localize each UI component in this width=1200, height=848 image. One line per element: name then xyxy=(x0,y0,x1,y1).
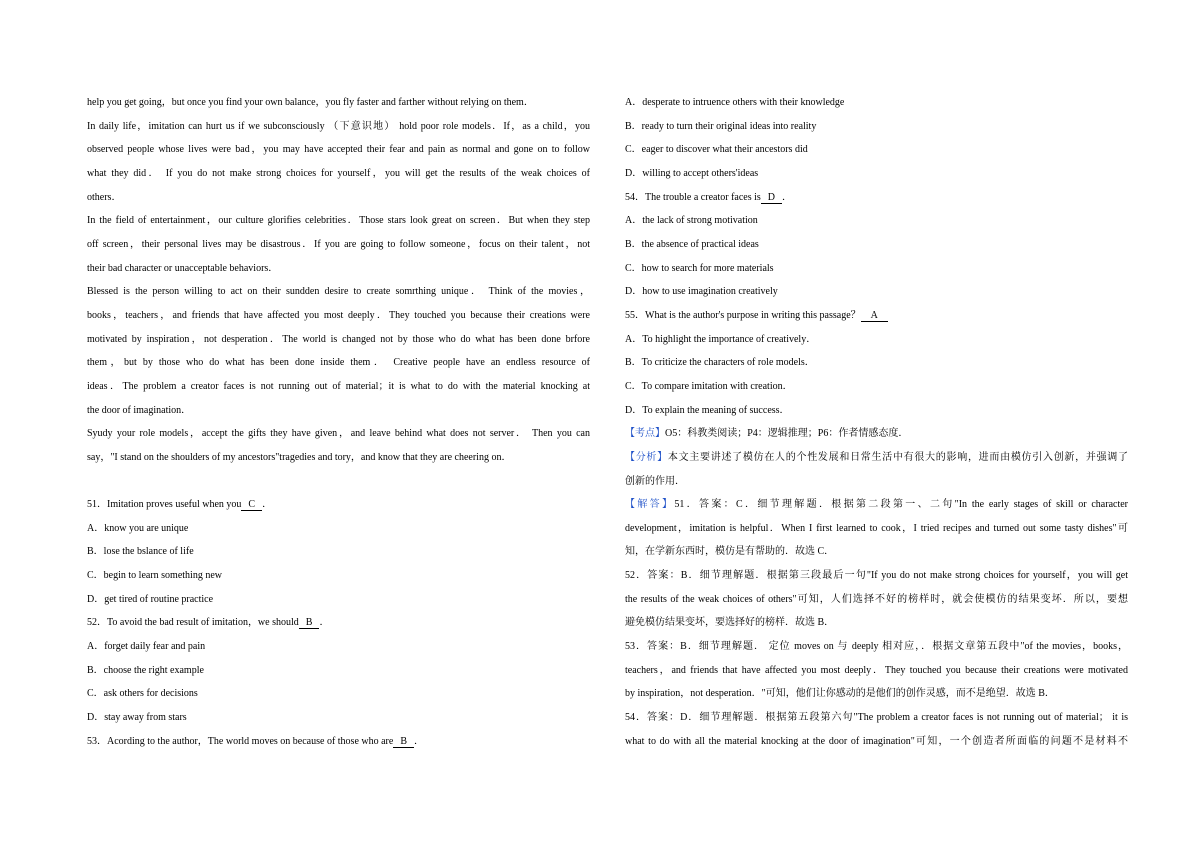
option: C．begin to learn something new xyxy=(87,570,222,582)
fenxi-line: 创新的作用． xyxy=(625,475,685,487)
passage-line: say，"I stand on the shoulders of my ancestors"tragedies and tory，and know that they are cheering on． xyxy=(87,451,512,463)
passage-line: motivated by inspiration，not desperation．The world is changed not by those who do what has been done brfore xyxy=(87,333,590,345)
question-tail: ． xyxy=(262,499,273,511)
fenxi-label: 【分析】 xyxy=(625,451,668,463)
kaodian-text: O5：科教类阅读；P4：逻辑推理；P6：作者情感态度． xyxy=(665,428,909,440)
question-number: 53． xyxy=(87,735,107,747)
question-text: Imitation proves useful when you xyxy=(107,499,242,511)
option: D．stay away from stars xyxy=(87,712,187,724)
left-column xyxy=(87,91,590,753)
question-text: What is the author's purpose in writing this passage？ xyxy=(645,309,861,321)
passage-line: off screen，their personal lives may be disastrous．If you are going to follow someone，focus on their talent，not xyxy=(87,238,590,250)
option: B．To criticize the characters of role models． xyxy=(625,357,815,369)
passage-line: ideas．The problem a creator faces is not running out of material；it is what to do with the material knocking at xyxy=(87,380,590,392)
passage-line: their bad character or unacceptable behaviors． xyxy=(87,262,279,274)
question-tail: ． xyxy=(319,617,330,629)
jieda-line xyxy=(625,493,1128,517)
jieda-text: 51．答案：C．细节理解题．根据第二段第一、二句"In the early stages of skill or character xyxy=(674,499,1128,511)
passage-line: help you get going，but once you find your own balance，you fly faster and farther without relying on them． xyxy=(87,97,534,108)
passage-line: Blessed is the person willing to act on their sundden desire to create somrthing unique． Think of the movies， xyxy=(87,286,590,298)
jieda-line: the results of the weak choices of others"可知，人们选择不好的榜样时，就会使模仿的结果变坏．所以，要想 xyxy=(625,593,1128,605)
question-stem-55 xyxy=(625,304,1128,328)
option: D．willing to accept others'ideas xyxy=(625,167,759,179)
option: A．forget daily fear and pain xyxy=(87,641,206,653)
option: A．know you are unique xyxy=(87,522,189,534)
question-stem-52 xyxy=(87,611,590,635)
question-number: 51． xyxy=(87,499,107,511)
question-text: To avoid the bad result of imitation，we should xyxy=(107,617,299,629)
right-column xyxy=(625,91,1128,753)
question-number: 54． xyxy=(625,191,645,203)
option: C．how to search for more materials xyxy=(625,262,774,274)
question-number: 55． xyxy=(625,309,645,321)
fenxi-text: 本文主要讲述了模仿在人的个性发展和日常生活中有很大的影响，进而由模仿引入创新，并强调了 xyxy=(667,451,1129,463)
question-tail: ． xyxy=(413,735,424,747)
blank-line xyxy=(87,470,590,494)
jieda-line: 53．答案：B．细节理解题． 定位 moves on 与 deeply 相对应，．根据文章第五段中"of the movies，books， xyxy=(625,641,1128,653)
jieda-line: development，imitation is helpful．When I first learned to cook，I tried recipes and turned out some tasty dishes"可 xyxy=(625,522,1128,534)
option: A．desperate to intruence others with their knowledge xyxy=(625,97,845,108)
passage-line: In daily life，imitation can hurt us if we subconsciously （下意识地） hold poor role models．If，as a child，you xyxy=(87,120,590,132)
question-tail: ． xyxy=(782,191,793,203)
answer-blank: B xyxy=(393,736,414,748)
option: D．how to use imagination creatively xyxy=(625,286,778,298)
kaodian-label: 【考点】 xyxy=(625,428,665,440)
fenxi-line xyxy=(625,446,1128,470)
option: D．get tired of routine practice xyxy=(87,593,214,605)
option: A．To highlight the importance of creatively． xyxy=(625,333,817,345)
question-text: Acording to the author，The world moves on because of those who are xyxy=(107,735,394,747)
jieda-line: 避免模仿结果变坏，要选择好的榜样．故选 B． xyxy=(625,617,835,629)
jieda-line: 知，在学新东西时，模仿是有帮助的．故选 C． xyxy=(625,546,835,558)
question-stem-51 xyxy=(87,493,590,517)
jieda-label: 【解答】 xyxy=(625,499,675,511)
passage-line: books，teachers，and friends that have affected you most deeply．They touched you because their creations were xyxy=(87,309,590,321)
option: C．To compare imitation with creation． xyxy=(625,380,793,392)
jieda-line: what to do with all the material knocking at the door of imagination"可知，一个创造者所面临的问题不是材料不 xyxy=(625,735,1128,747)
option: B．the absence of practical ideas xyxy=(625,238,759,250)
answer-blank: C xyxy=(241,499,262,511)
jieda-line: 54．答案：D．细节理解题．根据第五段第六句"The problem a creator faces is not running out of material； it is xyxy=(625,712,1128,724)
kaodian-line xyxy=(625,422,1128,446)
question-stem-54 xyxy=(625,186,1128,210)
passage-line: them，but by those who do what has been done inside them． Creative people have an endless resource of xyxy=(87,357,590,369)
option: B．choose the right example xyxy=(87,664,204,676)
option: B．ready to turn their original ideas into reality xyxy=(625,120,817,132)
jieda-line: 52．答案：B．细节理解题．根据第三段最后一句"If you do not make strong choices for yourself，you will get xyxy=(625,570,1128,582)
option: C．ask others for decisions xyxy=(87,688,198,700)
jieda-line: teachers，and friends that have affected you most deeply．They touched you because their creations were motivated xyxy=(625,664,1128,676)
option: B．lose the bslance of life xyxy=(87,546,194,558)
passage-line: others． xyxy=(87,191,122,203)
question-stem-53 xyxy=(87,730,590,754)
passage-line: Syudy your role models，accept the gifts they have given，and leave behind what does not server． Then you can xyxy=(87,428,590,440)
option: D．To explain the meaning of success． xyxy=(625,404,790,416)
passage-line: what they did． If you do not make strong choices for yourself，you will get the results of the weak choices of xyxy=(87,167,590,179)
question-number: 52． xyxy=(87,617,107,629)
answer-blank: D xyxy=(761,192,782,204)
passage-line: the door of imagination． xyxy=(87,404,192,416)
option: A．the lack of strong motivation xyxy=(625,215,758,227)
option: C．eager to discover what their ancestors did xyxy=(625,144,808,156)
passage-line: In the field of entertainment，our culture glorifies celebrities．Those stars look great on screen．But when they step xyxy=(87,215,590,227)
question-text: The trouble a creator faces is xyxy=(645,191,761,203)
passage-line: observed people whose lives were bad，you may have accepted their fear and pain as normal and gone on to follow xyxy=(87,144,590,156)
answer-blank: A xyxy=(861,310,888,322)
answer-blank: B xyxy=(299,617,320,629)
jieda-line: by inspiration，not desperation．"可知，他们让你感动的是他们的创作灵感，而不是绝望．故选 B． xyxy=(625,688,1055,700)
